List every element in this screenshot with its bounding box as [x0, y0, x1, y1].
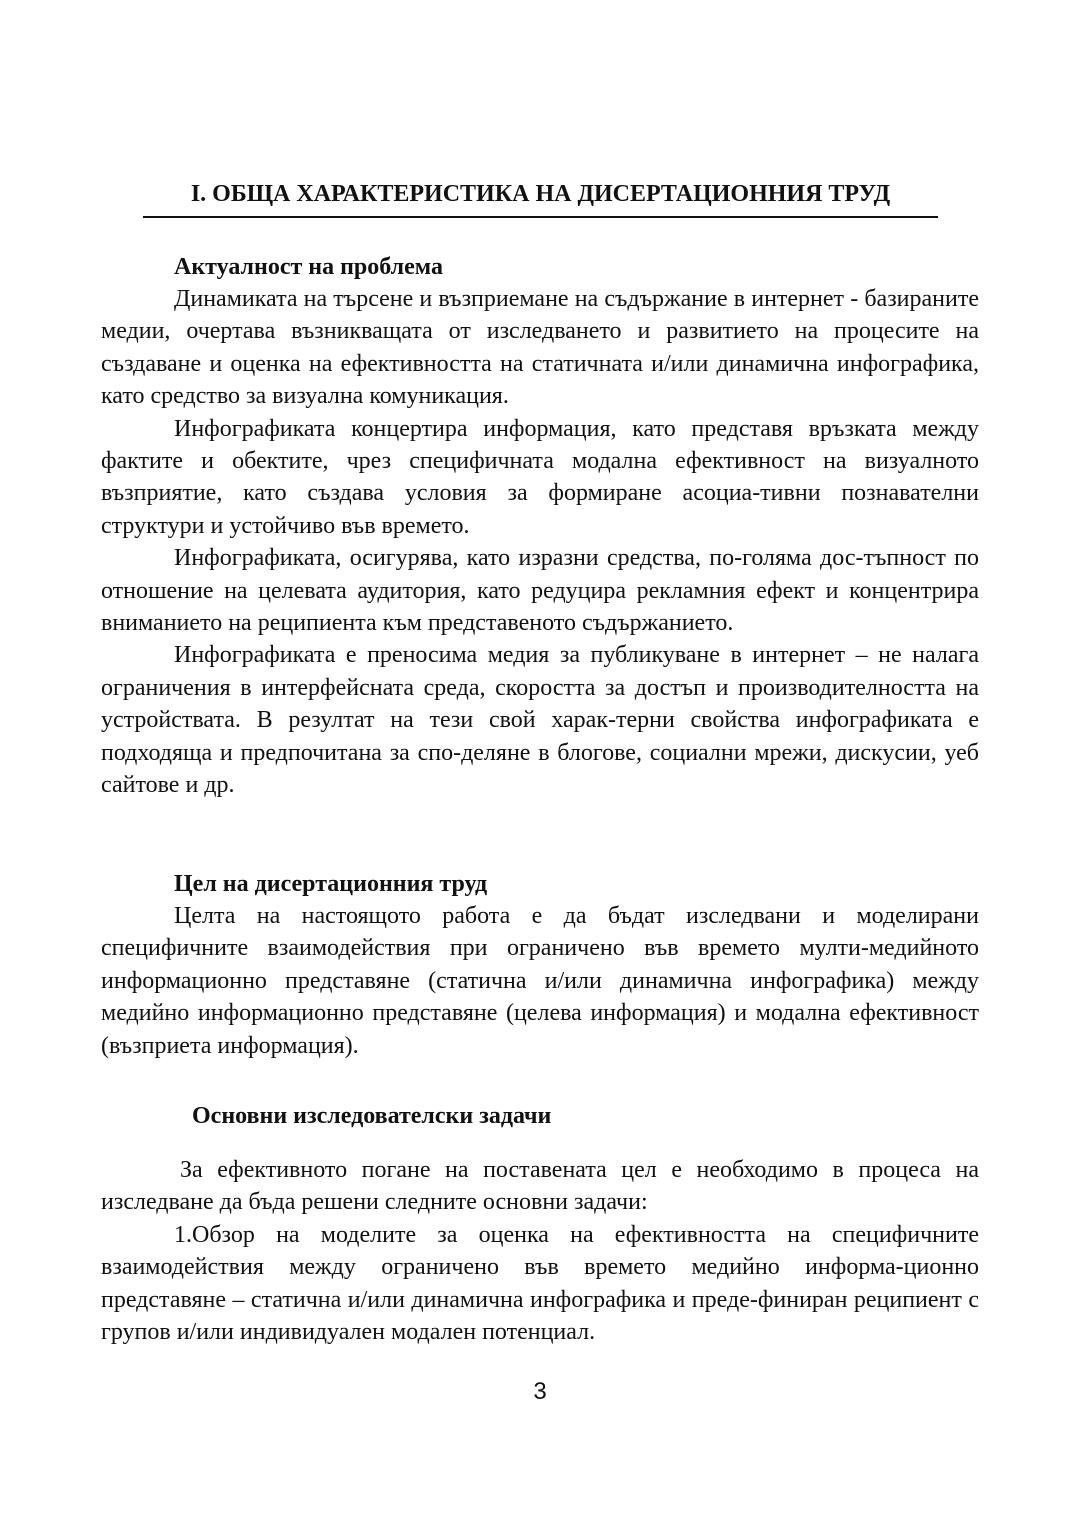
- section-heading: Цел на дисертационния труд: [174, 871, 488, 897]
- section-relevance: [101, 251, 979, 802]
- section-tasks: [101, 1100, 979, 1348]
- paragraph: Инфографиката е преносима медия за публикуване в интернет – не налага ограничения в интерфейсната среда, скоростта за достъп и производителността на устройствата. В резултат на тези свой харак-терни свойства инфографиката е подходяща и предпочитана за спо-деляне в блогове, социални мрежи, дискусии, уеб сайтове и др.: [101, 642, 979, 799]
- paragraph: За ефективното погане на поставената цел е необходимо в процеса на изследване да бъда решени следните основни задачи:: [101, 1157, 979, 1216]
- paragraph: Целта на настоящото работа е да бъдат изследвани и моделирани специфичните взаимодействия при ограничено във времето мулти-медийното информационно представяне (статична и/или динамична инфографика) между медийно информационно представяне (целева информация) и модална ефективност (възприета информация).: [101, 903, 979, 1059]
- paragraph: Динамиката на търсене и възприемане на съдържание в интернет - базираните медии, очертава възникващата от изследването и развитието на процесите на създаване и оценка на ефективността на статичната и/или динамична инфографика, като средство за визуална комуникация.: [101, 286, 979, 410]
- paragraph: Инфографиката, осигурява, като изразни средства, по-голяма дос-тъпност по отношение на целевата аудитория, като редуцира рекламния ефект и концентрира вниманието на реципиента към представеното съдържанието.: [101, 545, 979, 637]
- page-title: I. ОБЩА ХАРАКТЕРИСТИКА НА ДИСЕРТАЦИОННИЯ ТРУД: [143, 178, 938, 218]
- section-heading: Основни изследователски задачи: [192, 1103, 552, 1129]
- paragraph: 1.Обзор на моделите за оценка на ефективността на специфичните взаимодействия между ограничено във времето медийно информа-ционно представяне – статична и/или динамична инфографика и преде-финиран реципиент с групов и/или индивидуален модален потенциал.: [101, 1221, 979, 1346]
- paragraph: Инфографиката концертира информация, като представя връзката между фактите и обектите, чрез специфичната модална ефективност на визуалното възприятие, като създава условия за формиране асоциа-тивни познавателни структури и устойчиво във времето.: [101, 415, 979, 539]
- page-number: 3: [533, 1378, 547, 1405]
- section-heading: Актуалност на проблема: [174, 254, 443, 280]
- section-goal: [101, 868, 979, 1062]
